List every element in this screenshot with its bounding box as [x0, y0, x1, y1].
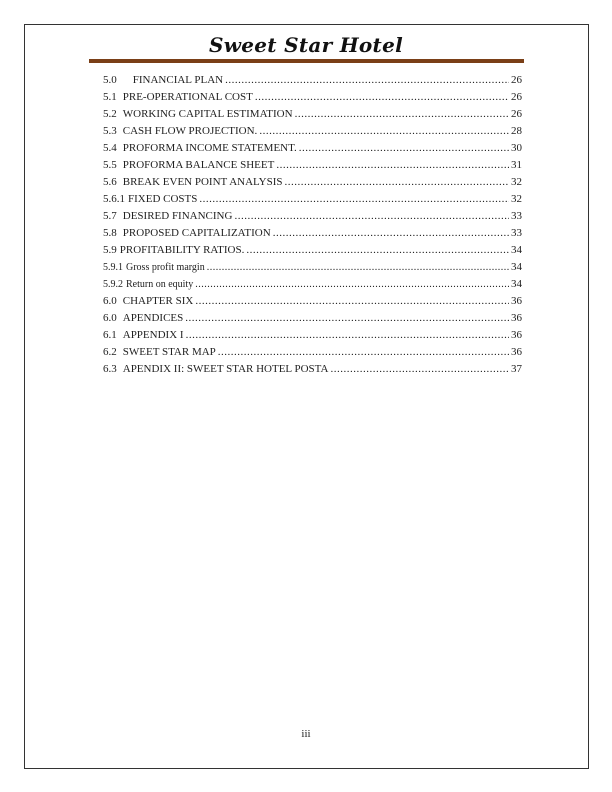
- toc-number: 6.0: [103, 295, 117, 307]
- toc-page: 26: [511, 91, 522, 103]
- table-of-contents: [103, 74, 522, 380]
- toc-number: 6.1: [103, 329, 117, 341]
- dot-leader: [199, 193, 509, 205]
- toc-label: CASH FLOW PROJECTION.: [122, 125, 258, 137]
- dot-leader: [255, 91, 509, 103]
- dot-leader: [295, 108, 509, 120]
- toc-number: 5.0: [103, 74, 117, 86]
- toc-page: 36: [511, 329, 522, 341]
- toc-label: FINANCIAL PLAN: [132, 74, 224, 86]
- toc-number: 6.3: [103, 363, 117, 375]
- toc-label: FIXED COSTS: [128, 193, 198, 205]
- toc-label: WORKING CAPITAL ESTIMATION: [122, 108, 293, 120]
- toc-number: 5.5: [103, 159, 117, 171]
- dot-leader: [225, 74, 509, 86]
- page-number: iii: [301, 728, 311, 740]
- toc-number: 6.2: [103, 346, 117, 358]
- toc-entry[interactable]: [103, 346, 522, 363]
- toc-page: 33: [511, 210, 522, 222]
- toc-number: 5.9.1: [103, 262, 123, 273]
- dot-leader: [284, 176, 509, 188]
- toc-entry[interactable]: [103, 244, 522, 261]
- toc-label: SWEET STAR MAP: [122, 346, 216, 358]
- toc-number: 5.8: [103, 227, 117, 239]
- toc-entry[interactable]: [103, 295, 522, 312]
- dot-leader: [246, 244, 509, 256]
- toc-entry[interactable]: [103, 91, 522, 108]
- toc-number: 5.2: [103, 108, 117, 120]
- toc-label: PROPOSED CAPITALIZATION: [122, 227, 271, 239]
- toc-entry[interactable]: [103, 159, 522, 176]
- toc-label: APENDIX II: SWEET STAR HOTEL POSTA: [122, 363, 329, 375]
- dot-leader: [186, 329, 509, 341]
- dot-leader: [195, 279, 509, 290]
- toc-number: 5.4: [103, 142, 117, 154]
- toc-entry[interactable]: [103, 210, 522, 227]
- toc-entry[interactable]: [103, 261, 522, 278]
- toc-number: 5.9: [103, 244, 117, 256]
- toc-page: 36: [511, 312, 522, 324]
- toc-label: Gross profit margin: [126, 262, 205, 273]
- dot-leader: [273, 227, 509, 239]
- dot-leader: [276, 159, 509, 171]
- header-rule: [89, 59, 524, 63]
- toc-number: 5.1: [103, 91, 117, 103]
- toc-page: 32: [511, 193, 522, 205]
- toc-entry[interactable]: [103, 312, 522, 329]
- toc-number: 5.9.2: [103, 279, 123, 290]
- toc-page: 34: [511, 261, 522, 273]
- toc-page: 30: [511, 142, 522, 154]
- toc-page: 31: [511, 159, 522, 171]
- toc-label: PRE-OPERATIONAL COST: [122, 91, 253, 103]
- toc-page: 28: [511, 125, 522, 137]
- toc-page: 36: [511, 346, 522, 358]
- toc-entry[interactable]: [103, 329, 522, 346]
- toc-page: 34: [511, 278, 522, 290]
- toc-label: PROFORMA BALANCE SHEET: [122, 159, 275, 171]
- toc-entry[interactable]: [103, 74, 522, 91]
- toc-label: APPENDIX I: [122, 329, 184, 341]
- toc-page: 26: [511, 108, 522, 120]
- dot-leader: [330, 363, 509, 375]
- toc-label: Return on equity: [126, 279, 194, 290]
- dot-leader: [299, 142, 509, 154]
- toc-entry[interactable]: [103, 278, 522, 295]
- toc-entry[interactable]: [103, 176, 522, 193]
- toc-label: APENDICES: [122, 312, 184, 324]
- toc-entry[interactable]: [103, 363, 522, 380]
- toc-page: 34: [511, 244, 522, 256]
- toc-number: 6.0: [103, 312, 117, 324]
- toc-number: 5.6.1: [103, 193, 125, 205]
- toc-entry[interactable]: [103, 227, 522, 244]
- toc-label: PROFORMA INCOME STATEMENT.: [122, 142, 297, 154]
- toc-label: DESIRED FINANCING: [122, 210, 233, 222]
- toc-label: BREAK EVEN POINT ANALYSIS: [122, 176, 283, 188]
- toc-entry[interactable]: [103, 125, 522, 142]
- toc-label: PROFITABILITY RATIOS.: [119, 244, 245, 256]
- dot-leader: [185, 312, 509, 324]
- dot-leader: [207, 262, 509, 273]
- dot-leader: [259, 125, 509, 137]
- toc-number: 5.3: [103, 125, 117, 137]
- toc-page: 36: [511, 295, 522, 307]
- dot-leader: [195, 295, 509, 307]
- toc-page: 33: [511, 227, 522, 239]
- toc-entry[interactable]: [103, 193, 522, 210]
- toc-label: CHAPTER SIX: [122, 295, 194, 307]
- toc-entry[interactable]: [103, 108, 522, 125]
- toc-page: 26: [511, 74, 522, 86]
- toc-number: 5.7: [103, 210, 117, 222]
- dot-leader: [234, 210, 509, 222]
- header-title: Sweet Star Hotel: [208, 33, 404, 57]
- toc-entry[interactable]: [103, 142, 522, 159]
- toc-number: 5.6: [103, 176, 117, 188]
- toc-page: 37: [511, 363, 522, 375]
- dot-leader: [218, 346, 509, 358]
- toc-page: 32: [511, 176, 522, 188]
